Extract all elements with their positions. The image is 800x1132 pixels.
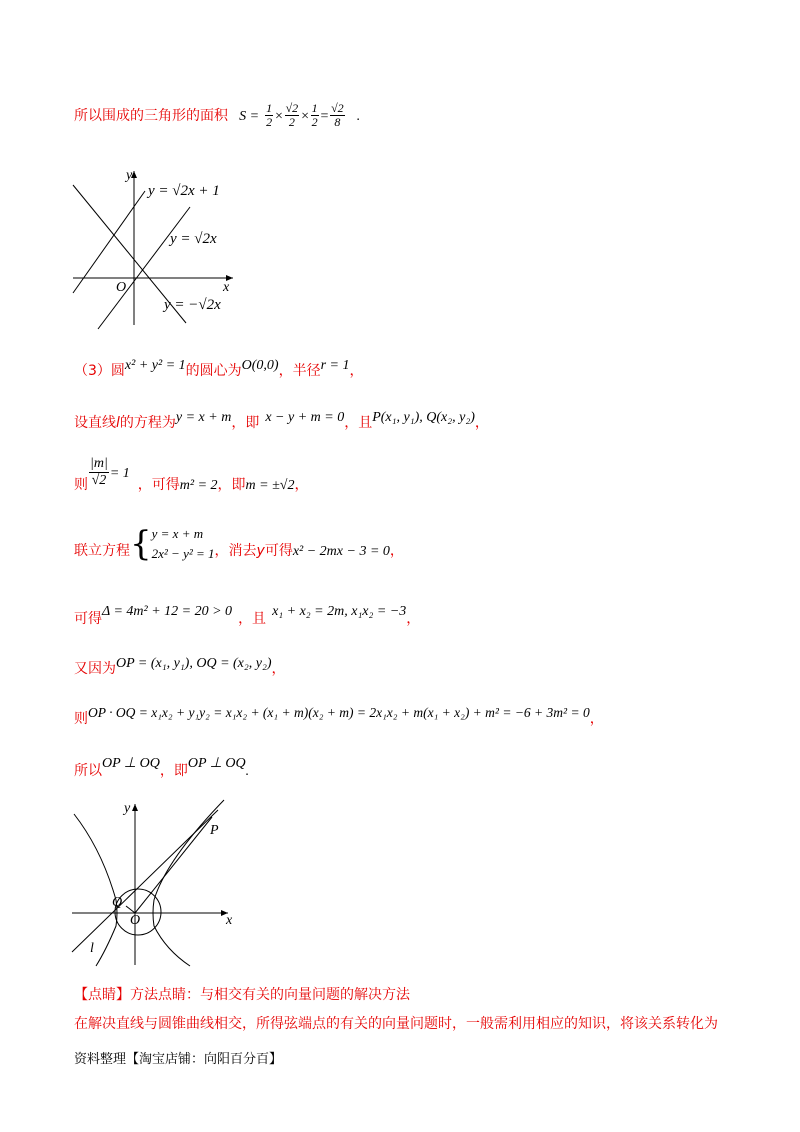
fig1-origin: O <box>116 280 127 295</box>
fig2-segment-oq <box>126 906 135 913</box>
line-def: 设直线l的方程为y = x + m，即 x − y + m = 0，且P(x₁, y₁), Q(x₂, y₂)， <box>74 410 489 431</box>
fig1-axis-y: y <box>126 168 133 183</box>
frac-3: $\frac{1}{2}$ <box>311 101 318 129</box>
footer: 资料整理【淘宝店铺：向阳百分百】 <box>74 1052 283 1067</box>
frac-2: $\frac{√2}{2}$ <box>285 101 299 129</box>
fig2-axis-y: y <box>124 801 131 816</box>
fig2-line-l <box>72 810 218 952</box>
conclusion-line: 所以OP ⊥ OQ，即OP ⊥ OQ. <box>74 756 250 779</box>
frac-1: $\frac{1}{2}$ <box>266 101 273 129</box>
fig2-point-p: P <box>210 823 219 838</box>
system-equations: y = x + m 2x² − y² = 1 <box>151 526 215 561</box>
fig1-label-3: y = −√2x <box>164 297 221 313</box>
circle-eq: x² + y² = 1 <box>124 358 186 373</box>
fig1-axis-x: x <box>223 280 230 295</box>
fig2-origin: O <box>130 913 141 928</box>
system-line: 联立方程{ y = x + m 2x² − y² = 1 ，消去y可得x² − 2mx − 3 = 0， <box>74 524 404 564</box>
tip-body: 在解决直线与圆锥曲线相交，所得弦端点的有关的向量问题时，一般需利用相应的知识，将该关系转化为 <box>74 1016 718 1032</box>
fig1-label-2: y = √2x <box>170 231 217 247</box>
fig2-segment-op <box>135 817 212 913</box>
area-end: . <box>356 109 361 124</box>
fig2-point-q: Q <box>112 895 123 910</box>
radius: r = 1 <box>320 358 350 373</box>
discriminant-line: 可得Δ = 4m² + 12 = 20 > 0 ，且 x₁ + x₂ = 2m, x₁x₂ = −3， <box>74 604 421 627</box>
area-lhs: S = <box>239 109 260 124</box>
figure-1 <box>68 165 258 335</box>
distance-frac: $\frac{|m|}{√2}$ <box>90 456 108 488</box>
fig2-axis-x: x <box>226 913 233 928</box>
figure-2 <box>66 790 246 970</box>
area-line: 所以围成的三角形的面积 S = $\frac{1}{2}$ × $\frac{√2}{2}$ × $\frac{1}{2}$ = $\frac{√2}{8}$ . <box>74 101 361 129</box>
tip-heading: 【点睛】方法点睛：与相交有关的向量问题的解决方法 <box>74 987 410 1003</box>
center: O(0,0) <box>241 358 279 373</box>
part3-line: （3）圆x² + y² = 1的圆心为O(0,0)，半径r = 1， <box>74 358 364 379</box>
fig2-line-label: l <box>90 941 94 956</box>
fig1-label-1: y = √2x + 1 <box>148 183 220 199</box>
distance-line: 则 $\frac{|m|}{√2}$ = 1，可得m² = 2，即m = ±√2， <box>74 456 309 493</box>
dot-line: 则OP · OQ = x₁x₂ + y₁y₂ = x₁x₂ + (x₁ + m)(x₂ + m) = 2x₁x₂ + m(x₁ + x₂) + m² = −6 + 3m² = 0， <box>74 705 604 727</box>
area-text: 所以围成的三角形的面积 <box>74 108 228 124</box>
vectors-line: 又因为OP = (x₁, y₁), OQ = (x₂, y₂)， <box>74 656 286 677</box>
frac-4: $\frac{√2}{8}$ <box>331 101 344 129</box>
